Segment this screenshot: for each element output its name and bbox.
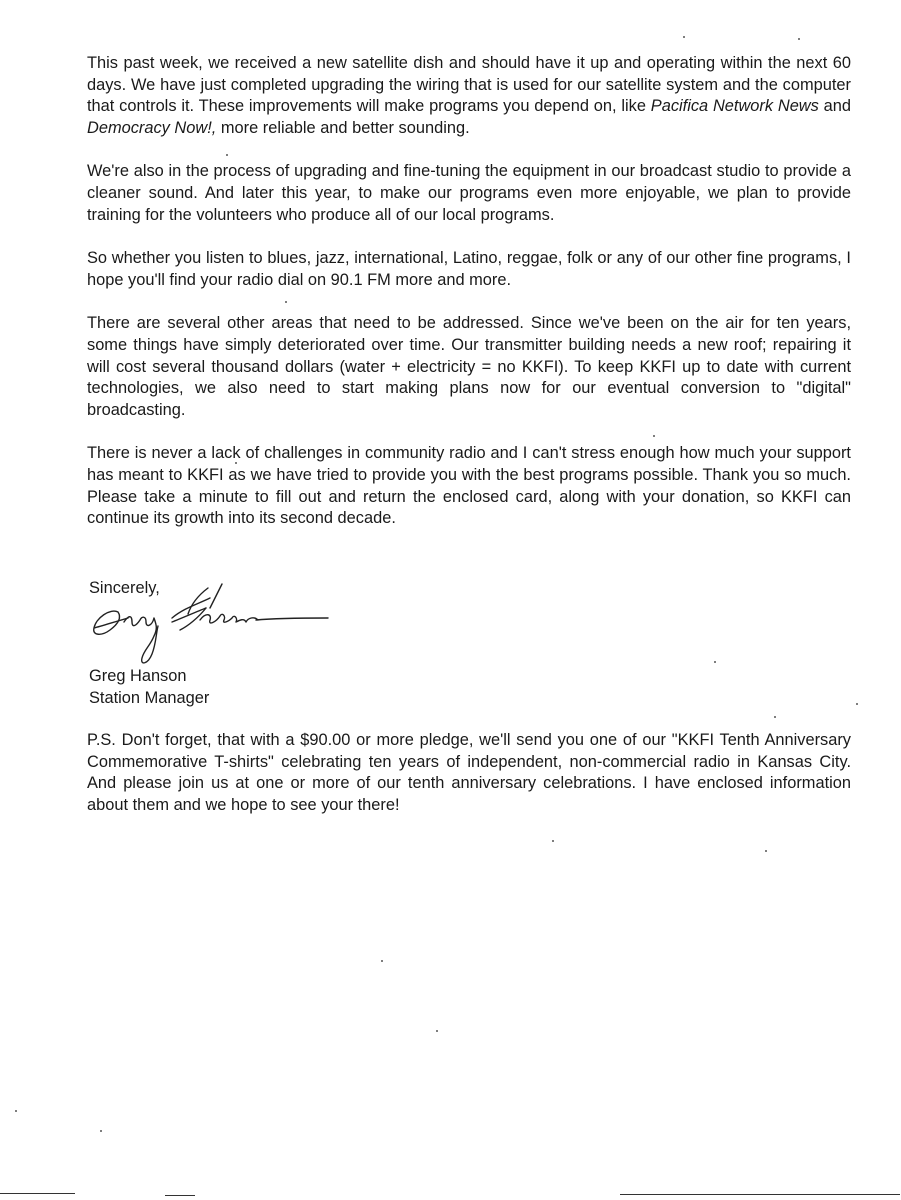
scan-speck — [653, 435, 655, 437]
letter-paragraph — [87, 248, 851, 291]
scan-speck — [15, 1110, 17, 1112]
scan-speck — [235, 462, 237, 464]
closing: Sincerely, — [89, 579, 160, 597]
scan-speck — [436, 1030, 438, 1032]
scan-edge-line — [0, 1193, 75, 1194]
paragraph-text: and — [818, 97, 851, 116]
scan-speck — [226, 154, 228, 156]
paragraph-text: This past week, we received a new satellite dish and should have it up and operating within the next 60 days. We have just completed upgrading the wiring that is used for our satellite system and the computer that controls it. These improvements will make programs you depend on, like — [87, 54, 851, 116]
program-title: Democracy Now!, — [87, 118, 217, 137]
scan-speck — [100, 1130, 102, 1132]
letter-body — [87, 53, 851, 530]
scan-speck — [285, 301, 287, 303]
scan-speck — [683, 36, 685, 38]
letter-paragraph — [87, 313, 851, 421]
scan-speck — [765, 850, 767, 852]
scan-speck — [552, 840, 554, 842]
signer-name: Greg Hanson — [89, 667, 187, 685]
paragraph-text: We're also in the process of upgrading and fine-tuning the equipment in our broadcast studio to provide a cleaner sound. And later this year, to make our programs even more enjoyable, we plan to provide training for the volunteers who produce all of our local programs. — [87, 162, 851, 224]
letter-paragraph — [87, 443, 851, 529]
letter-paragraph — [87, 53, 851, 139]
letter-paragraph — [87, 161, 851, 226]
paragraph-text: So whether you listen to blues, jazz, international, Latino, reggae, folk or any of our other fine programs, I hope you'll find your radio dial on 90.1 FM more and more. — [87, 249, 851, 289]
scan-speck — [714, 661, 716, 663]
scan-edge-line — [620, 1194, 900, 1195]
scan-speck — [856, 703, 858, 705]
paragraph-text: There is never a lack of challenges in community radio and I can't stress enough how much your support has meant to KKFI as we have tried to provide you with the best programs possible. Thank you so much. Please take a minute to fill out and return the enclosed card, along with your donation, so KKFI can continue its growth into its second decade. — [87, 444, 851, 528]
postscript: P.S. Don't forget, that with a $90.00 or more pledge, we'll send you one of our "KKFI Tenth Anniversary Commemorative T-shirts" celebrating ten years of independent, non-commercial radio in Kansas City. And please join us at one or more of our tenth anniversary celebrations. I have enclosed information about them and we hope to see your there! — [87, 731, 851, 814]
paragraph-text: There are several other areas that need to be addressed. Since we've been on the air for ten years, some things have simply deteriorated over time. Our transmitter building needs a new roof; repairing it will cost several thousand dollars (water + electricity = no KKFI). To keep KKFI up to date with current technologies, we also need to start making plans now for our eventual conversion to "digital" broadcasting. — [87, 314, 851, 419]
scan-edge-line — [165, 1195, 195, 1196]
paragraph-text: more reliable and better sounding. — [216, 118, 470, 137]
signer-title: Station Manager — [89, 689, 210, 707]
signer-block — [89, 665, 209, 709]
scan-speck — [774, 716, 776, 718]
program-title: Pacifica Network News — [650, 97, 819, 116]
scan-speck — [798, 38, 800, 40]
scan-speck — [381, 960, 383, 962]
handwritten-signature — [88, 578, 338, 668]
